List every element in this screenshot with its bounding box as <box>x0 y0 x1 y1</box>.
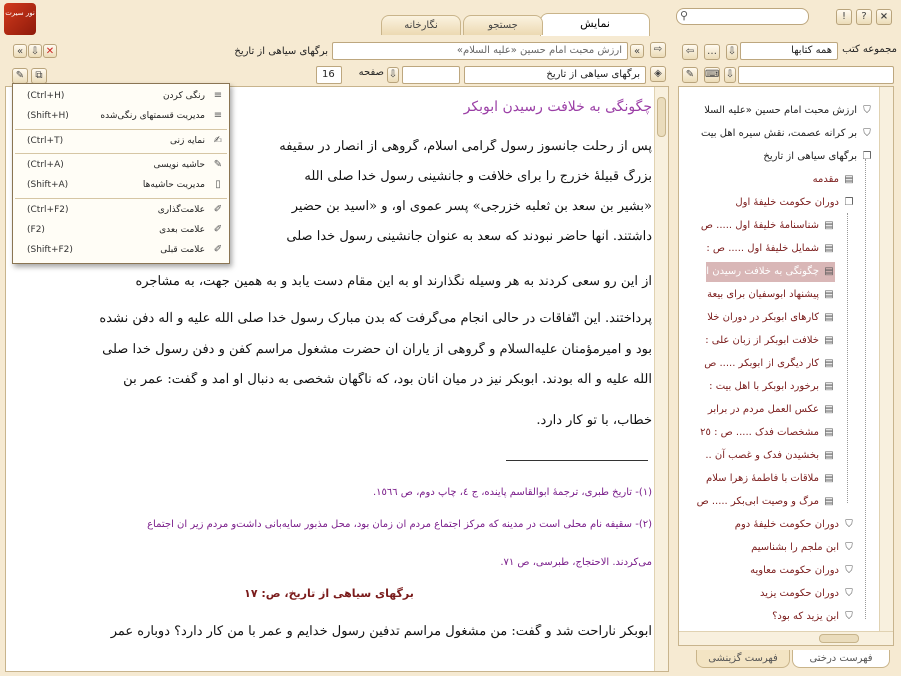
tree-item-label: شناسنامهٔ خلیفهٔ اول ..... ص <box>700 220 819 231</box>
paragraph-line: ابوبکر ناراحت شد و گفت: من مشغول مراسم تدفین رسول خدایم و عمر با من کار دارد؟ دوباره عمر <box>110 624 652 639</box>
page-icon: ▤ <box>824 381 834 392</box>
tab-search[interactable]: جستجو <box>463 15 543 35</box>
annotate-icon: ✎ <box>213 159 223 170</box>
next-bookmark-icon: ✐ <box>213 224 223 235</box>
menu-item-highlight[interactable]: (Ctrl+H) رنگی کردن ≡ <box>27 90 223 101</box>
tree-item-label: دوران حکومت خلیفهٔ دوم <box>734 519 839 530</box>
menu-separator <box>15 153 227 154</box>
menu-item-prev-bookmark[interactable]: (Shift+F2) علامت قبلی ✐ <box>27 244 223 255</box>
back-arrow-icon[interactable]: « <box>13 44 27 58</box>
keyboard-icon[interactable]: ⌨ <box>704 67 720 83</box>
footnote-divider <box>506 460 648 461</box>
tree-item[interactable] <box>700 423 835 443</box>
book-icon: ⛉ <box>863 128 871 139</box>
tree-item-label: شمایل خلیفهٔ اول ..... ص : <box>706 243 819 254</box>
book-icon: ⛉ <box>845 588 853 599</box>
book-icon: ⛉ <box>845 519 853 530</box>
tree-item-label: کارهای ابوبکر در دوران خلا <box>707 312 819 323</box>
page-down-icon[interactable]: ⇩ <box>387 67 399 83</box>
tree-item[interactable] <box>735 515 855 535</box>
page-icon: ▤ <box>824 473 834 484</box>
tree-view[interactable] <box>678 86 894 646</box>
forward-arrow-icon[interactable]: « <box>630 44 644 58</box>
footnote: (۱)- تاریخ طبری، ترجمهٔ ابوالقاسم پاینده، ج ٤، چاپ دوم، ص ١٥٦٦. <box>372 487 652 498</box>
tree-guide <box>865 159 866 619</box>
info-button[interactable]: ! <box>836 9 852 25</box>
book-icon: ⛉ <box>845 542 853 553</box>
library-more-icon[interactable]: … <box>704 44 720 60</box>
tree-item-label: مقدمه <box>812 174 839 185</box>
paragraph-line: بود و امیرمؤمنان علیه‌السلام و گروهی از یاران آن حضرت مشغول مراسم کفن و دفن رسول خدا صلی <box>102 342 652 357</box>
menu-item-manage-highlights[interactable]: (Shift+H) مدیریت قسمتهای رنگی‌شده ≡ <box>27 110 223 121</box>
go-icon[interactable]: ⇨ <box>650 42 666 58</box>
tab-selective-index[interactable]: فهرست گزینشی <box>696 650 790 668</box>
tree-item-label: مشخصات فدک ..... ص : ٢٥ <box>700 427 819 438</box>
page-icon: ▤ <box>824 496 834 507</box>
download-icon[interactable]: ⇩ <box>28 44 42 58</box>
footnote: می‌کردند. الاحتجاج، طبرسی، ص ٧١. <box>500 557 652 568</box>
book-icon: ❐ <box>844 197 854 208</box>
page-icon: ▤ <box>824 266 834 277</box>
tree-item-label: دوران حکومت یزید <box>760 588 839 599</box>
tree-item-label: ملاقات با فاطمهٔ زهرا سلام <box>706 473 819 484</box>
book-icon: ⛉ <box>863 105 871 116</box>
page-icon: ▤ <box>824 335 834 346</box>
tree-guide <box>847 213 848 503</box>
tree-item[interactable] <box>709 377 835 397</box>
tree-item-label: بخشیدن فدک و غصب آن .. <box>705 450 819 461</box>
close-button[interactable]: × <box>876 9 892 25</box>
menu-item-bookmark[interactable]: (Ctrl+F2) علامت‌گذاری ✐ <box>27 204 223 215</box>
library-down2-icon[interactable]: ⇩ <box>724 67 736 83</box>
tree-item[interactable] <box>704 354 835 374</box>
document-heading: چگونگی به خلافت رسیدن ابوبکر <box>463 99 652 115</box>
tree-item[interactable] <box>705 331 835 351</box>
tree-item[interactable] <box>750 561 855 581</box>
app-logo <box>4 3 36 35</box>
book-icon: ❐ <box>862 151 872 162</box>
tag-icon[interactable]: ◈ <box>650 66 666 82</box>
tree-item[interactable] <box>735 193 855 213</box>
library-down-icon[interactable]: ⇩ <box>726 44 738 60</box>
tree-scrollbar-v[interactable] <box>879 87 893 632</box>
page-icon: ▤ <box>824 404 834 415</box>
tree-item-label: عکس العمل مردم در برابر <box>707 404 819 415</box>
close-doc-icon[interactable]: ✕ <box>43 44 57 58</box>
tree-item-label: بر کرانه عصمت، نقش سیره اهل بیت <box>700 128 857 139</box>
menu-separator <box>15 129 227 130</box>
tree-item[interactable] <box>701 124 873 144</box>
tree-item-label: ارزش محبت امام حسین «علیه السلا <box>704 105 857 116</box>
tree-item[interactable] <box>813 170 855 190</box>
menu-item-annotate[interactable]: (Ctrl+A) حاشیه نویسی ✎ <box>27 159 223 170</box>
book-icon: ⛉ <box>845 565 853 576</box>
tree-item[interactable] <box>706 239 835 259</box>
page-marker: برگهای سیاهی از تاریخ، ص: ۱۷ <box>244 587 414 600</box>
doc-title: برگهای سیاهی از تاریخ <box>234 46 328 57</box>
context-menu <box>12 83 230 264</box>
tree-item-label: مرگ و وصیت ابی‌بکر ..... ص <box>696 496 819 507</box>
help-button[interactable]: ? <box>856 9 872 25</box>
menu-item-next-bookmark[interactable]: (F2) علامت بعدی ✐ <box>27 224 223 235</box>
tree-scrollbar-h[interactable] <box>679 631 894 645</box>
page-select[interactable] <box>402 66 460 84</box>
footnote: (۲)- سقیفه نام محلّی است در مدینه که مرکز اجتماع مردم آن زمان بود، محل مذبور سایه‌بانی داشت‌و مردم زیر آن اجتماع <box>147 519 652 530</box>
paragraph-line: از این رو سعی کردند به هر وسیله نگذارند او به این مقام دست یابد و به همین جهت، به مشاجره <box>135 274 652 289</box>
page-icon: ▤ <box>844 174 854 185</box>
scroll-thumb[interactable] <box>657 97 666 137</box>
tree-item-label: دوران حکومت معاویه <box>750 565 839 576</box>
paragraph-line: پس از رحلت جانسوز رسول گرامی اسلام، گروهی از انصار در سقیفه <box>279 139 652 154</box>
annotations-icon: ▯ <box>215 179 221 190</box>
tree-item[interactable] <box>707 308 835 328</box>
app-logo-text: نور سیرت <box>5 9 35 17</box>
tree-item[interactable] <box>704 101 873 121</box>
tree-item-label: ابن ملجم را بشناسیم <box>751 542 839 553</box>
view-toggle-icon[interactable]: ⧉ <box>31 68 47 84</box>
page-number-input[interactable]: 16 <box>316 66 342 84</box>
paragraph-line: «بشیر بن سعد بن ثعلبه خزرجی» پسر عموی او، و «اسید بن حضیر <box>291 199 652 214</box>
tree-item-label: خلافت ابوبکر از زبان علی : <box>705 335 819 346</box>
tab-display[interactable]: نمایش <box>540 13 650 36</box>
highlight-icon: ≡ <box>213 90 223 101</box>
book-field[interactable]: برگهای سیاهی از تاریخ <box>464 66 646 84</box>
index-icon: ✍ <box>213 135 223 146</box>
paragraph-line: پرداختند. این اتّفاقات در حالی انجام می‌گرفت که بدن مبارک رسول خدا صلی اللّه علیه و آله دفن نشده <box>99 311 652 326</box>
page-icon: ▤ <box>824 312 834 323</box>
tree-item-label: چگونگی به خلافت رسیدن ا <box>706 266 819 277</box>
collection-select[interactable]: همه کتابها <box>740 42 838 60</box>
tree-item[interactable] <box>708 400 835 420</box>
tree-item-label: پیشنهاد ابوسفیان برای بیعة <box>707 289 819 300</box>
tree-item[interactable] <box>751 538 855 558</box>
tree-item[interactable] <box>705 446 835 466</box>
library-search-input[interactable] <box>738 66 894 84</box>
paragraph-line: بزرگ قبیلهٔ خزرج را برای خلافت و جانشینی رسول خدا صلی اللّه <box>304 169 652 184</box>
search-icon[interactable]: ⚲ <box>680 9 689 22</box>
tree-item[interactable] <box>701 216 835 236</box>
menu-item-index[interactable]: (Ctrl+T) نمایه زنی ✍ <box>27 135 223 146</box>
menu-separator <box>15 198 227 199</box>
library-tools-icon[interactable]: ✎ <box>682 67 698 83</box>
book-icon: ⛉ <box>845 611 853 622</box>
scroll-thumb[interactable] <box>819 634 859 643</box>
page-icon: ▤ <box>824 220 834 231</box>
page-icon: ▤ <box>824 358 834 369</box>
paragraph-line: داشتند. آنها حاضر نبودند که سعد به عنوان جانشینی رسول خدا صلی <box>286 229 652 244</box>
paragraph-line: اللّه علیه و آله بودند. ابوبکر نیز در میان آنان بود، که ناگهان شخصی به دنبال او آمد و گفت: عمر بن <box>123 372 652 387</box>
tree-item[interactable] <box>763 147 873 167</box>
paragraph-line: خطاب، با تو کار دارد. <box>536 413 652 428</box>
page-label: صفحه <box>358 67 384 78</box>
page-icon: ▤ <box>824 450 834 461</box>
tab-gallery[interactable]: نگارخانه <box>381 15 461 35</box>
tree-item[interactable] <box>760 584 855 604</box>
page-icon: ▤ <box>824 243 834 254</box>
highlights-icon: ≡ <box>213 110 223 121</box>
tree-item-label: برگهای سیاهی از تاریخ <box>763 151 857 162</box>
document-scrollbar[interactable] <box>654 87 668 672</box>
bookmark-icon: ✐ <box>213 204 223 215</box>
prev-bookmark-icon: ✐ <box>213 244 223 255</box>
tab-tree-index[interactable]: فهرست درختی <box>792 650 890 668</box>
collection-label: مجموعه کتب <box>842 44 897 55</box>
tools-icon[interactable]: ✎ <box>12 68 28 84</box>
tree-item-label: دوران حکومت خلیفهٔ اول <box>735 197 839 208</box>
tree-item-label: ابن یزید که بود؟ <box>772 611 839 622</box>
breadcrumb[interactable]: ارزش محبت امام حسین «علیه السلام» <box>332 42 628 60</box>
tree-item[interactable] <box>706 469 835 489</box>
tree-item[interactable] <box>707 285 835 305</box>
menu-item-manage-annotations[interactable]: (Shift+A) مدیریت حاشیه‌ها ▯ <box>13 175 229 195</box>
tree-item-label: کار دیگری از ابوبکر ..... ص <box>704 358 819 369</box>
tree-item[interactable] <box>772 607 855 627</box>
page-icon: ▤ <box>824 289 834 300</box>
tree-item[interactable] <box>697 492 835 512</box>
page-icon: ▤ <box>824 427 834 438</box>
library-back-icon[interactable]: ⇦ <box>682 44 698 60</box>
tree-item-label: برخورد ابوبکر با اهل بیت : <box>709 381 819 392</box>
tree-item[interactable] <box>706 262 835 282</box>
top-search-input[interactable] <box>676 8 809 25</box>
